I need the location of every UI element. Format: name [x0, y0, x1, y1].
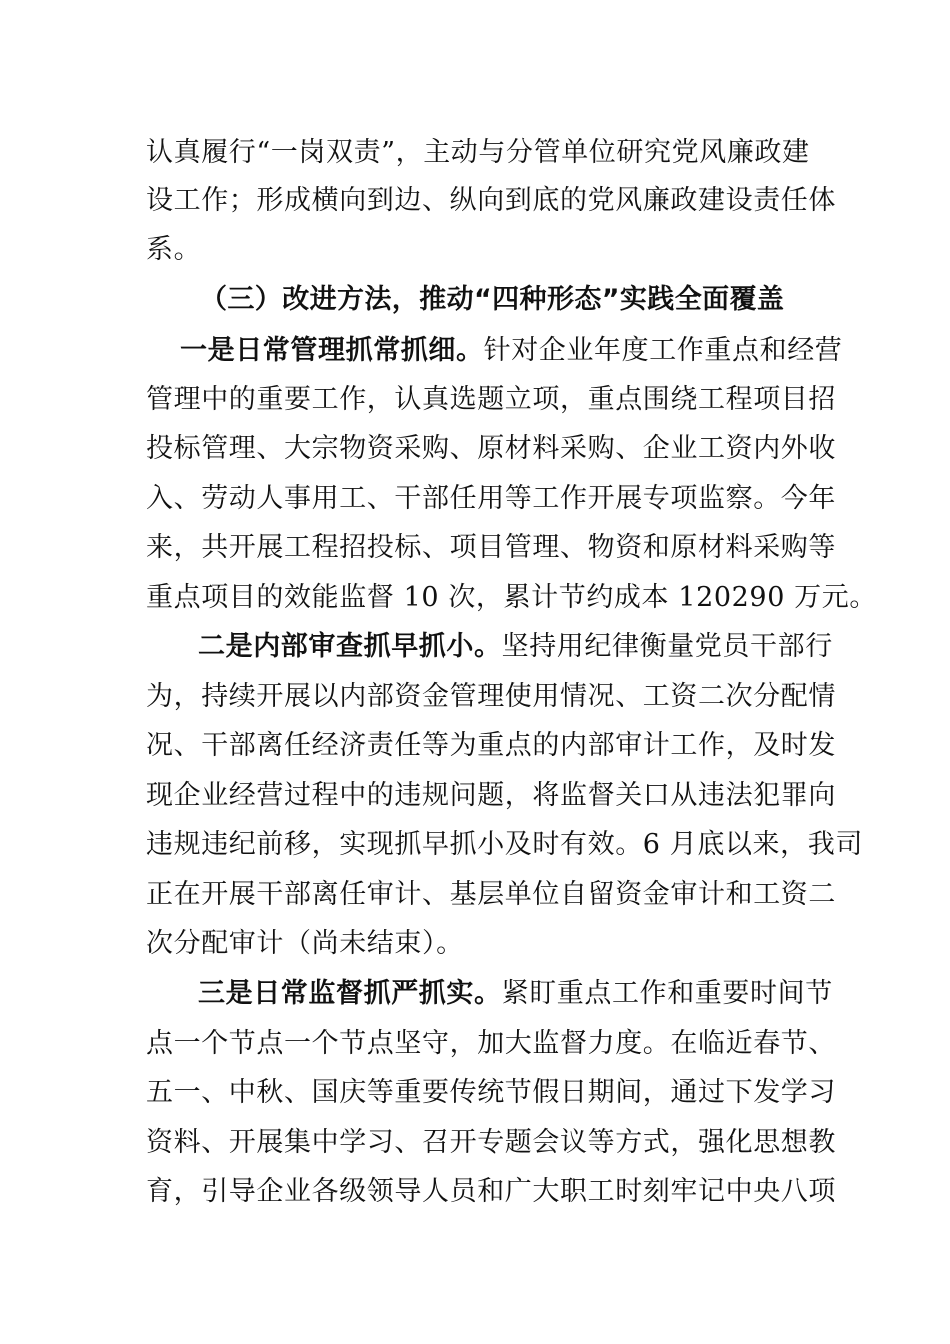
paragraph-line: 五一、中秋、国庆等重要传统节假日期间，通过下发学习 [146, 1077, 836, 1108]
paragraph-line: 正在开展干部离任审计、基层单位自留资金审计和工资二 [146, 879, 836, 910]
paragraph-line: 次分配审计（尚未结束）。 [146, 928, 464, 959]
paragraph-lead: 一是日常管理抓常抓细。 [180, 335, 484, 366]
paragraph-line: 来，共开展工程招投标、项目管理、物资和原材料采购等 [146, 532, 836, 563]
paragraph-line: 资料、开展集中学习、召开专题会议等方式，强化思想教 [146, 1127, 836, 1158]
paragraph-line: 点一个节点一个节点坚守，加大监督力度。在临近春节、 [146, 1028, 836, 1059]
paragraph-line: 育，引导企业各级领导人员和广大职工时刻牢记中央八项 [146, 1176, 836, 1207]
paragraph-line: 系。 [146, 234, 202, 265]
paragraph-line: 设工作；形成横向到边、纵向到底的党风廉政建设责任体 [146, 185, 836, 216]
paragraph-first-line [198, 977, 833, 1011]
paragraph-line: 投标管理、大宗物资采购、原材料采购、企业工资内外收 [146, 433, 836, 464]
paragraph-text: 紧盯重点工作和重要时间节 [501, 978, 833, 1009]
paragraph-first-line [180, 334, 842, 368]
paragraph-line: 为，持续开展以内部资金管理使用情况、工资二次分配情 [146, 681, 836, 712]
paragraph-lead: 二是内部审查抓早抓小。 [198, 631, 502, 662]
paragraph-line: 况、干部离任经济责任等为重点的内部审计工作，及时发 [146, 730, 836, 761]
paragraph-line: 入、劳动人事用工、干部任用等工作开展专项监察。今年 [146, 483, 836, 514]
paragraph-line: 重点项目的效能监督 10 次，累计节约成本 120290 万元。 [146, 582, 877, 613]
paragraph-line: 现企业经营过程中的违规问题，将监督关口从违法犯罪向 [146, 780, 836, 811]
paragraph-text: 坚持用纪律衡量党员干部行 [501, 631, 833, 662]
paragraph-line: 认真履行“一岗双责”，主动与分管单位研究党风廉政建 [146, 137, 810, 168]
paragraph-line: 管理中的重要工作，认真选题立项，重点围绕工程项目招 [146, 384, 836, 415]
section-heading: （三）改进方法，推动“四种形态”实践全面覆盖 [200, 284, 785, 315]
paragraph-first-line [198, 630, 833, 664]
paragraph-line: 违规违纪前移，实现抓早抓小及时有效。6 月底以来，我司 [146, 829, 863, 860]
paragraph-lead: 三是日常监督抓严抓实。 [198, 978, 502, 1009]
paragraph-text: 针对企业年度工作重点和经营 [483, 335, 843, 366]
